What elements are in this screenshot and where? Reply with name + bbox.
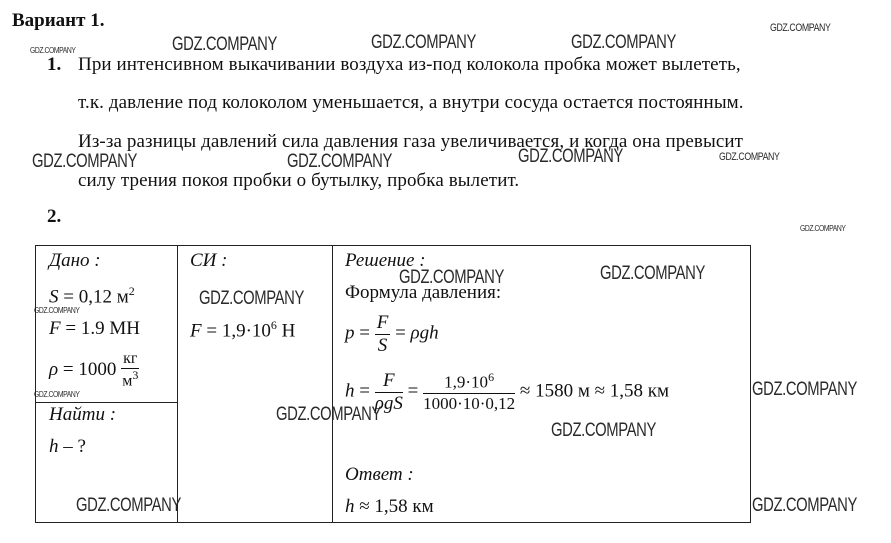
watermark: GDZ.COMPANY <box>770 22 831 34</box>
watermark: GDZ.COMPANY <box>600 263 705 284</box>
table-divider-find <box>36 402 177 403</box>
answer-header: Ответ : <box>345 464 414 485</box>
given-header: Дано : <box>49 250 101 271</box>
given-force: F = 1.9 МН <box>49 318 140 339</box>
problem-1-line-2: т.к. давление под колоколом уменьшается, а внутри сосуда остается постоянным. <box>78 92 744 113</box>
problem-1-number: 1. <box>47 54 62 75</box>
watermark: GDZ.COMPANY <box>34 390 80 399</box>
watermark: GDZ.COMPANY <box>32 151 137 172</box>
watermark: GDZ.COMPANY <box>752 379 857 400</box>
problem-2-number: 2. <box>47 206 62 227</box>
si-header: СИ : <box>190 250 228 271</box>
watermark: GDZ.COMPANY <box>800 224 846 233</box>
given-area: S = 0,12 $м^2$ <box>49 284 135 308</box>
watermark: GDZ.COMPANY <box>518 146 623 167</box>
watermark: GDZ.COMPANY <box>399 267 504 288</box>
formula-label: Формула давления: <box>345 282 502 303</box>
table-divider-si <box>332 246 333 522</box>
watermark: GDZ.COMPANY <box>199 288 304 309</box>
page-title: Вариант 1. <box>12 10 105 31</box>
watermark: GDZ.COMPANY <box>371 32 476 53</box>
find-header: Найти : <box>49 404 117 425</box>
solution-header: Решение : <box>345 250 426 271</box>
watermark: GDZ.COMPANY <box>76 495 181 516</box>
table-divider-given <box>177 246 178 522</box>
problem-1-line-1: При интенсивном выкачивании воздуха из-под колокола пробка может вылететь, <box>78 54 741 75</box>
watermark: GDZ.COMPANY <box>172 34 277 55</box>
watermark: GDZ.COMPANY <box>276 404 381 425</box>
given-density: ρ = 1000 $\frac{кг}{м^3}$ <box>49 350 139 390</box>
answer-value: h ≈ 1,58 км <box>345 496 434 517</box>
watermark: GDZ.COMPANY <box>752 495 857 516</box>
si-force: $F = 1,9\cdot 10^6$ Н <box>190 318 296 342</box>
watermark: GDZ.COMPANY <box>571 32 676 53</box>
watermark: GDZ.COMPANY <box>34 306 80 315</box>
solution-table <box>35 245 751 523</box>
height-calculation: h = $\frac{F}{\text{ρgS}}$ = $\frac{1,9\cdot 10^6}{1000\cdot 10\cdot 0,12}$ ≈ 1580 м ≈ 1,58 км <box>345 370 670 414</box>
watermark: GDZ.COMPANY <box>30 46 76 55</box>
pressure-formula: p = $\frac{F}{S}$ = ρgh <box>345 312 439 356</box>
watermark: GDZ.COMPANY <box>287 151 392 172</box>
problem-1-line-4: силу трения покоя пробки о бутылку, пробка вылетит. <box>78 170 520 191</box>
watermark: GDZ.COMPANY <box>551 420 656 441</box>
find-value: h – ? <box>49 436 86 457</box>
problem-1-line-3: Из-за разницы давлений сила давления газа увеличивается, и когда она превысит <box>78 131 744 152</box>
watermark: GDZ.COMPANY <box>719 151 780 163</box>
